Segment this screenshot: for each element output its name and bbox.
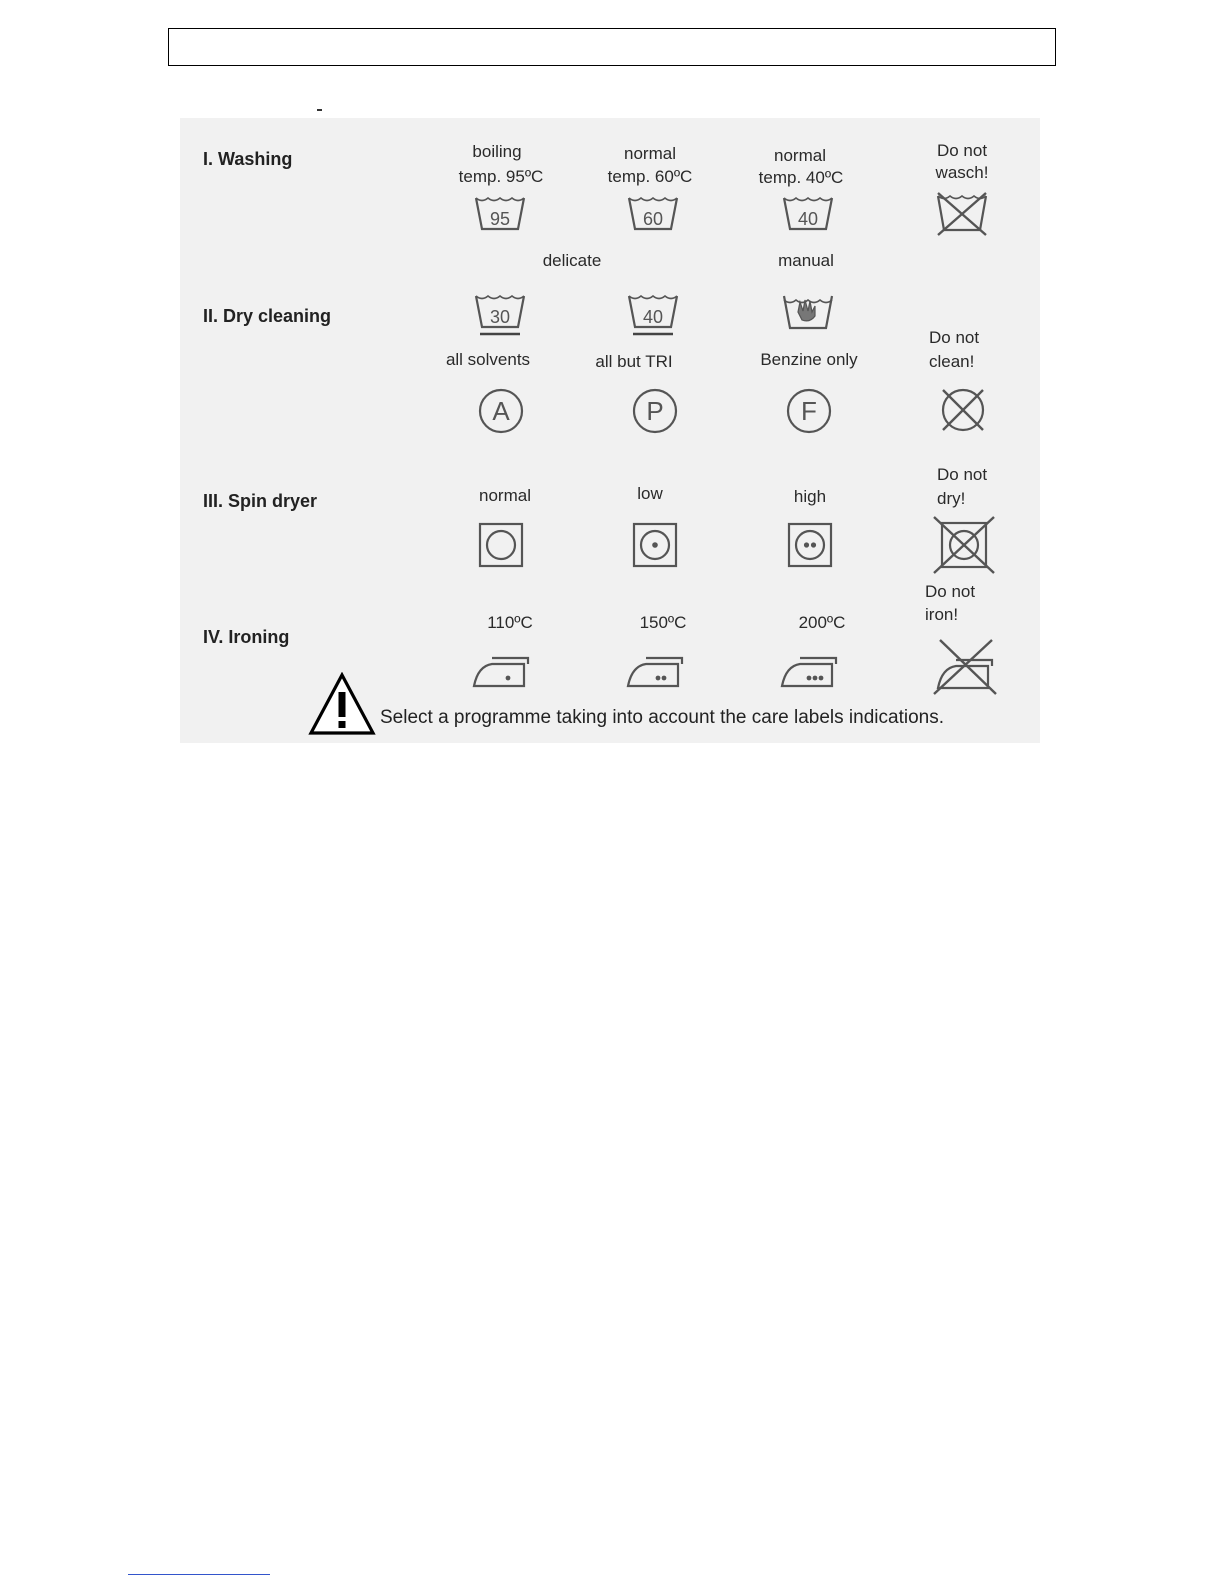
wash-tub-icon [627,196,679,232]
all-but-tri-label: all but TRI [595,352,673,371]
do-not-iron-icon [930,638,998,696]
delicate-label: delicate [542,251,602,270]
do-not-clean-label-line1: Do not [929,328,980,347]
all-solvents-label: all solvents [445,350,531,369]
manual-label: manual [778,251,834,270]
do-not-tumble-dry-icon [932,515,996,575]
dry-clean-f-letter: F [801,396,817,426]
footnote-separator [128,1574,270,1575]
spin-normal-label: normal [479,486,531,505]
wash-tub-delicate-icon [474,294,526,340]
spin-low-label: low [637,484,663,503]
wash-tub-icon [782,196,834,232]
iron-150-label: 150ºC [639,613,687,632]
delicate-30-value: 30 [489,307,511,327]
iron-110-label: 110ºC [487,613,533,632]
do-not-wash-label-line2: wasch! [935,163,989,182]
wash-60-value: 60 [642,209,664,229]
wash-60-label-line1: normal [624,144,676,163]
page-header-box [168,28,1056,66]
care-label-warning-text: Select a programme taking into account the care labels indications. [380,707,944,728]
dry-clean-a-icon [477,387,525,435]
do-not-wash-icon [935,190,989,238]
wash-60-label-line2: temp. 60ºC [607,167,693,186]
wash-tub-icon [474,196,526,232]
do-not-dry-clean-icon [939,385,987,435]
care-symbols-panel [180,118,1040,743]
wash-40-value: 40 [797,209,819,229]
iron-low-icon [472,650,532,690]
iron-medium-icon [626,650,686,690]
dry-clean-p-letter: P [646,396,664,426]
benzine-only-label: Benzine only [760,350,858,369]
wash-40-label-line1: normal [774,146,826,165]
section-title-dry-cleaning: II. Dry cleaning [203,306,332,326]
dry-clean-f-icon [785,387,833,435]
iron-high-icon [780,650,840,690]
tumble-dry-low-icon [632,522,678,568]
do-not-iron-label-line1: Do not [925,582,976,601]
hand-wash-icon [782,292,834,332]
wash-95-label-line1: boiling [472,142,522,161]
section-title-ironing: IV. Ironing [203,627,290,647]
delicate-40-value: 40 [642,307,664,327]
tumble-dry-high-icon [787,522,833,568]
warning-triangle-icon [308,672,376,736]
do-not-dry-label-line1: Do not [937,465,988,484]
tumble-dry-normal-icon [478,522,524,568]
wash-95-label-line2: temp. 95ºC [458,167,544,186]
do-not-clean-label-line2: clean! [929,352,975,371]
wash-40-label-line2: temp. 40ºC [758,168,844,187]
wash-95-value: 95 [489,209,511,229]
spin-high-label: high [793,487,827,506]
dry-clean-p-icon [631,387,679,435]
do-not-dry-label-line2: dry! [937,489,966,508]
stray-dash [317,109,322,111]
wash-tub-delicate-icon [627,294,679,340]
do-not-iron-label-line2: iron! [925,605,959,624]
section-title-spin-dryer: III. Spin dryer [203,491,318,511]
do-not-wash-label-line1: Do not [936,141,988,160]
section-title-washing: I. Washing [203,149,293,169]
iron-200-label: 200ºC [798,613,846,632]
dry-clean-a-letter: A [492,396,510,426]
